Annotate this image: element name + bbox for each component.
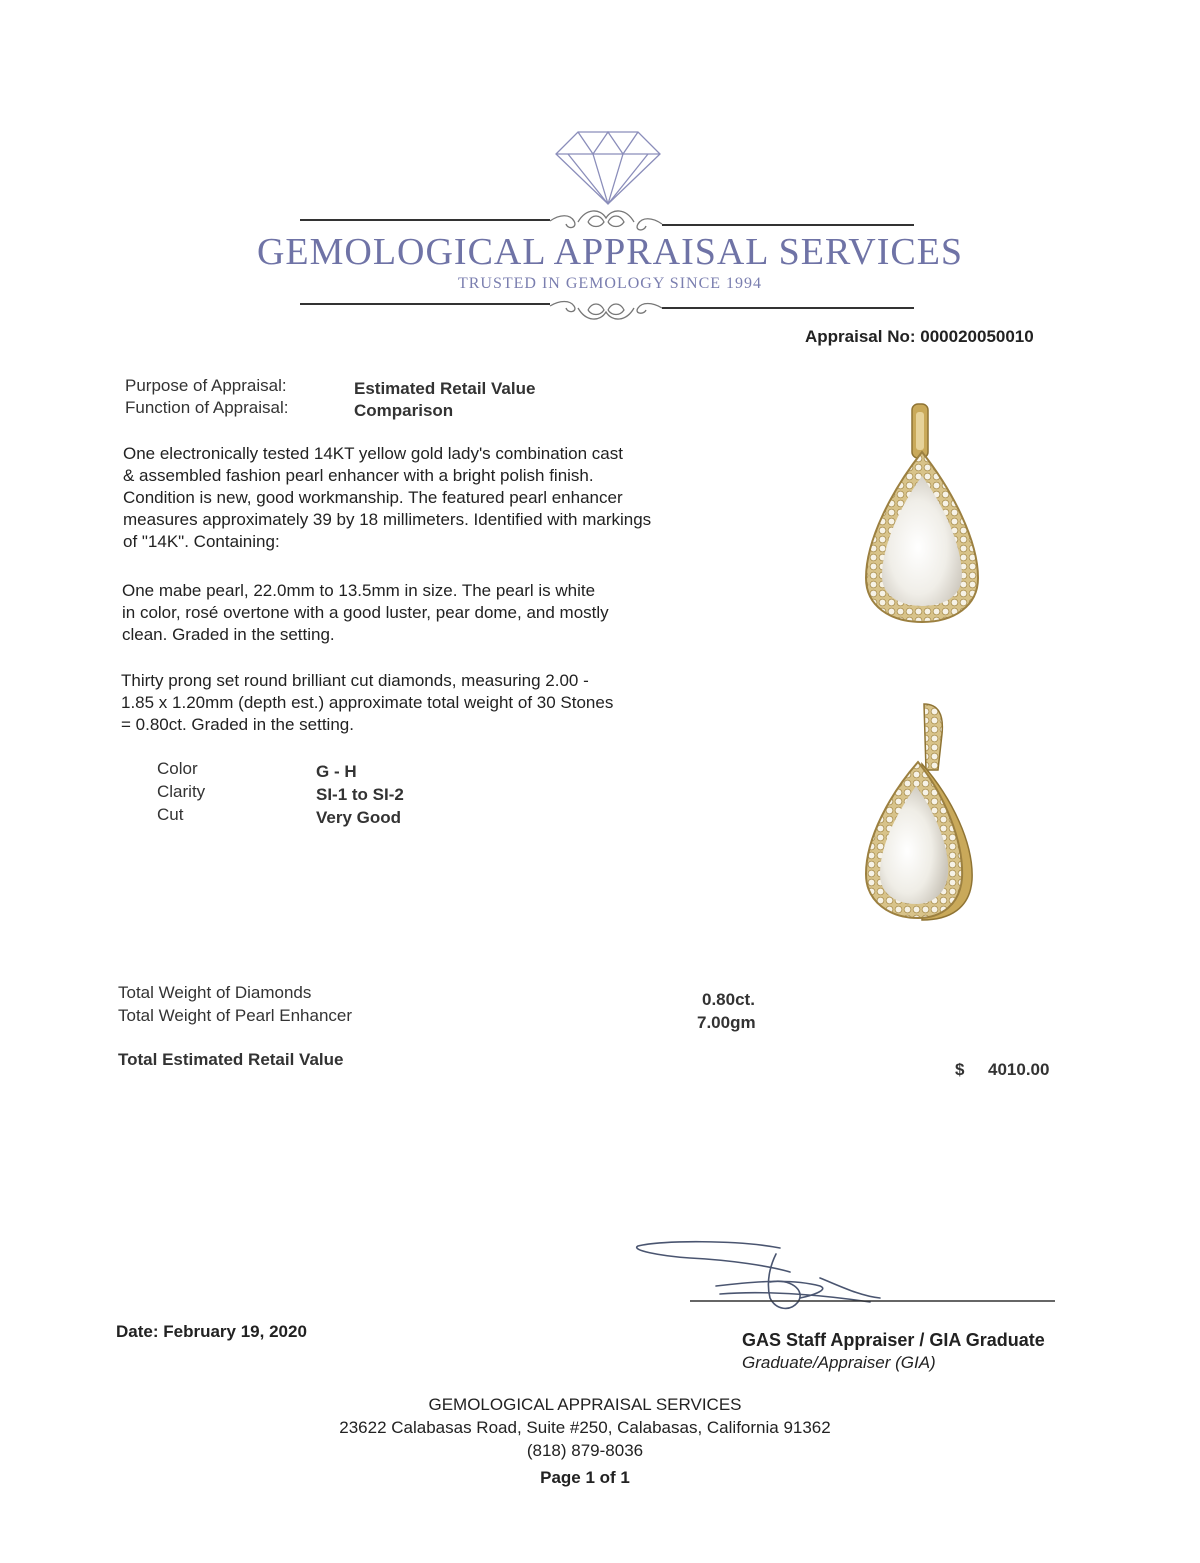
grade-clarity-value: SI-1 to SI-2 xyxy=(316,785,404,804)
text-line: One electronically tested 14KT yellow gold lady's combination cast xyxy=(123,444,623,463)
logo-top-rule-right xyxy=(662,224,914,226)
total-diamond-weight-label: Total Weight of Diamonds xyxy=(118,983,312,1002)
grade-cut-value: Very Good xyxy=(316,808,402,827)
appraisal-date xyxy=(116,1322,307,1342)
grade-color-label: Color xyxy=(157,759,198,778)
text-line: of "14K". Containing: xyxy=(123,532,280,551)
appraisal-number-value: 000020050010 xyxy=(920,327,1034,346)
pendant-angle-image xyxy=(858,698,983,923)
appraisal-number-label: Appraisal No: xyxy=(805,327,916,346)
text-line: 1.85 x 1.20mm (depth est.) approximate total weight of 30 Stones xyxy=(121,693,614,712)
appraiser-signature xyxy=(630,1238,1070,1320)
appraiser-subtitle: Graduate/Appraiser (GIA) xyxy=(742,1353,936,1372)
grade-color-value: G - H xyxy=(316,762,357,781)
date-label: Date: xyxy=(116,1322,159,1341)
footer-address: 23622 Calabasas Road, Suite #250, Calabasas, California 91362 xyxy=(339,1418,831,1437)
total-enhancer-weight-label: Total Weight of Pearl Enhancer xyxy=(118,1006,353,1025)
description-paragraph-3 xyxy=(121,670,613,736)
date-value: February 19, 2020 xyxy=(163,1322,307,1341)
footer-address-block xyxy=(0,1393,1170,1489)
appraiser-title: GAS Staff Appraiser / GIA Graduate xyxy=(742,1330,1045,1350)
function-label: Function of Appraisal: xyxy=(125,398,289,417)
purpose-value: Estimated Retail Value xyxy=(354,379,536,398)
logo-bottom-rule-left xyxy=(300,303,550,305)
text-line: One mabe pearl, 22.0mm to 13.5mm in size. The pearl is white xyxy=(122,581,596,600)
flourish-bottom-icon xyxy=(548,294,664,328)
page-indicator: Page 1 of 1 xyxy=(540,1468,630,1487)
text-line: clean. Graded in the setting. xyxy=(122,625,335,644)
appraisal-number xyxy=(805,327,1034,347)
footer-company: GEMOLOGICAL APPRAISAL SERVICES xyxy=(428,1395,742,1414)
total-enhancer-weight-value: 7.00gm xyxy=(697,1013,756,1032)
total-retail-value-label: Total Estimated Retail Value xyxy=(118,1050,344,1069)
description-paragraph-1 xyxy=(123,443,651,553)
diamond-logo-icon xyxy=(548,128,668,208)
company-tagline: TRUSTED IN GEMOLOGY SINCE 1994 xyxy=(457,275,763,292)
text-line: & assembled fashion pearl enhancer with a bright polish finish. xyxy=(123,466,594,485)
total-diamond-weight-value: 0.80ct. xyxy=(702,990,755,1009)
function-value: Comparison xyxy=(354,401,454,420)
retail-currency: $ xyxy=(955,1060,965,1079)
footer-phone: (818) 879-8036 xyxy=(526,1441,644,1460)
text-line: Thirty prong set round brilliant cut diamonds, measuring 2.00 - xyxy=(121,671,589,690)
grade-clarity-label: Clarity xyxy=(157,782,206,801)
retail-value: 4010.00 xyxy=(988,1060,1050,1079)
logo-top-rule-left xyxy=(300,219,550,221)
text-line: in color, rosé overtone with a good luster, pear dome, and mostly xyxy=(122,603,609,622)
grade-cut-label: Cut xyxy=(157,805,184,824)
text-line: measures approximately 39 by 18 millimeters. Identified with markings xyxy=(123,510,652,529)
pendant-front-image xyxy=(860,400,985,625)
description-paragraph-2 xyxy=(122,580,609,646)
text-line: Condition is new, good workmanship. The featured pearl enhancer xyxy=(123,488,623,507)
purpose-label: Purpose of Appraisal: xyxy=(125,376,287,395)
logo-bottom-rule-right xyxy=(662,307,914,309)
text-line: = 0.80ct. Graded in the setting. xyxy=(121,715,354,734)
company-name-logo: GEMOLOGICAL APPRAISAL SERVICES xyxy=(256,231,964,273)
